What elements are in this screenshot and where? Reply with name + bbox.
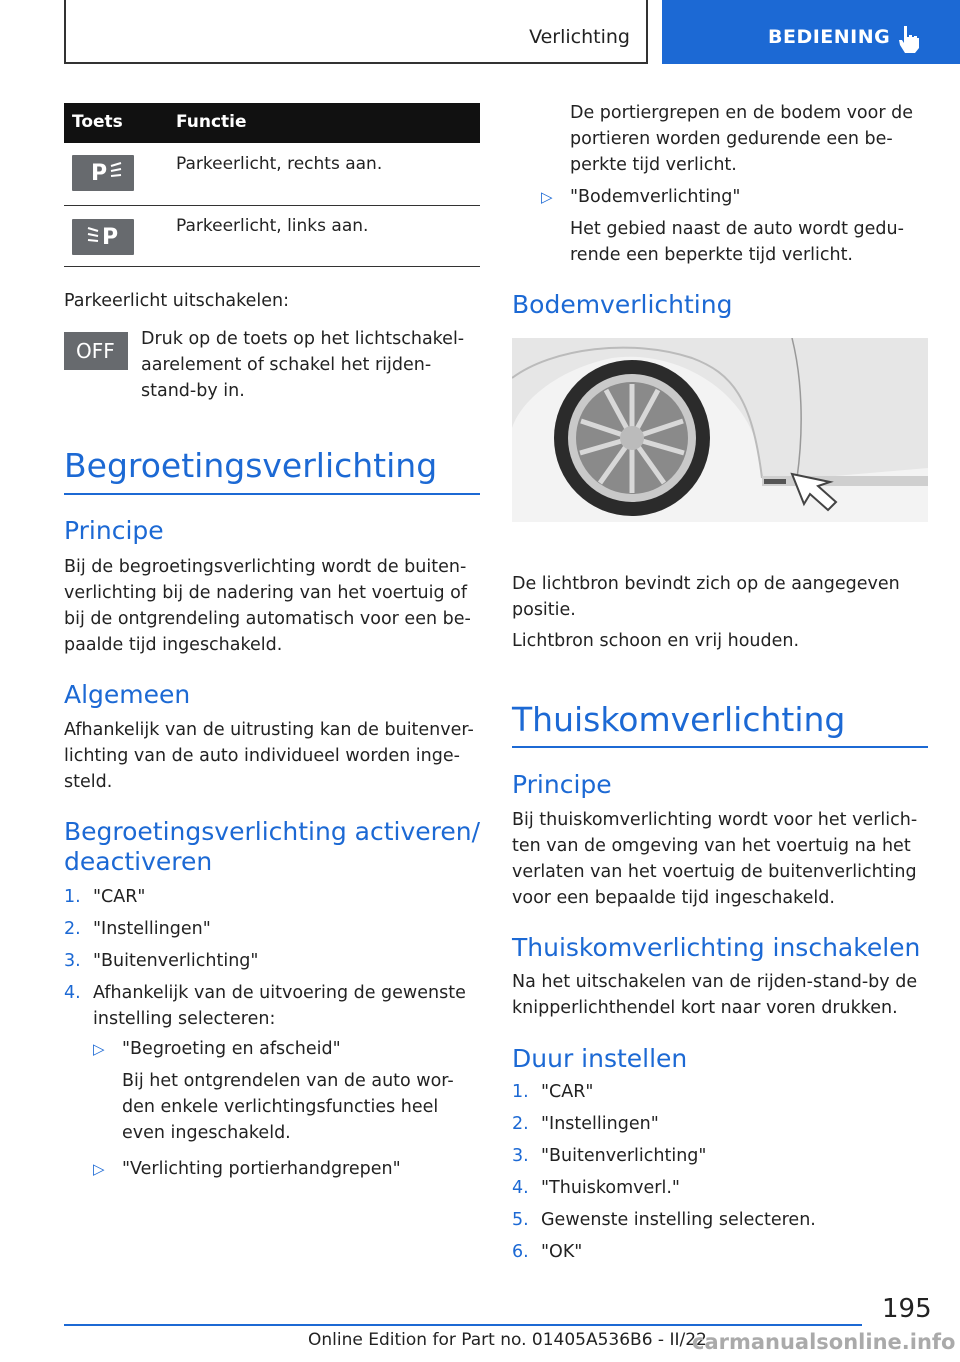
subsection-title-duration: Duur instellen [512,1044,688,1073]
footer-rule [64,1324,862,1326]
home-on-text: Na het uitschakelen van de rijden-stand-by de knipperlichthendel kort naar voren drukken. [512,972,918,1018]
section-rule [64,493,480,495]
duration-steps-list [512,1079,932,1271]
subsection-title-algemeen: Algemeen [64,680,191,709]
footer-edition: Online Edition for Part no. 01405A536B6 - II/22 [308,1330,707,1350]
list-item: 1. "CAR" [512,1082,594,1102]
table-header [64,103,480,143]
triangle-bullet-icon: ▷ [93,1040,105,1058]
subsection-title-activate: Begroetingsverlichting activeren/ deactiveren [64,817,481,876]
list-item: ▷ "Bodemverlichting" [541,187,741,207]
hand-pointer-icon [896,24,922,54]
bullet-description: Bij het ontgrendelen van de auto wor- den enkele verlichtingsfuncties heel even ingeschakeld. [122,1071,454,1143]
subsection-title-home-principe: Principe [512,770,612,799]
off-button-icon: OFF [64,332,128,370]
page-number: 195 [882,1294,932,1324]
table-header-key: Toets [72,112,123,132]
watermark: carmanualsonline.info [692,1330,956,1354]
floor-bullet [541,184,941,268]
parking-light-left-icon: P [72,219,134,255]
list-item: 1. "CAR" [64,887,146,907]
section-rule [512,746,928,748]
table-row [64,143,480,206]
section-title-welcome: Begroetingsverlichting [64,446,438,485]
floor-text-2: Lichtbron schoon en vrij houden. [512,631,800,651]
list-item: 5. Gewenste instelling selecteren. [512,1210,816,1230]
list-item: 4. Afhankelijk van de uitvoering de gewenste instelling selecteren: [64,983,466,1029]
section-title-home: Thuiskomverlichting [512,700,846,739]
floor-text: De lichtbron bevindt zich op de aangegeven positie. [512,574,900,620]
list-item: 6. "OK" [512,1242,583,1262]
list-item: ▷ "Begroeting en afscheid" [93,1039,341,1059]
list-item: 3. "Buitenverlichting" [64,951,259,971]
activate-steps-list [64,884,484,1038]
table-header-function: Functie [176,112,247,132]
header-frame [64,0,648,64]
key-function-table [64,103,480,267]
bullet-description: Het gebied naast de auto wordt gedu- rende een beperkte tijd verlicht. [570,219,904,265]
list-item: 4. "Thuiskomverl." [512,1178,680,1198]
header-chapter-label: BEDIENING [768,26,891,48]
parking-off-intro: Parkeerlicht uitschakelen: [64,291,290,311]
subsection-title-home-on: Thuiskomverlichting inschakelen [512,933,921,962]
activate-bullets [93,1036,483,1188]
list-item: 2. "Instellingen" [64,919,211,939]
triangle-bullet-icon: ▷ [93,1160,105,1178]
principe-text: Bij de begroetingsverlichting wordt de buiten- verlichting bij de nadering van het voertuig of bij de ontgrendeling automatisch voor een be- paalde tijd ingeschakeld. [64,557,471,655]
table-cell-function: Parkeerlicht, rechts aan. [176,154,383,174]
table-row [64,206,480,267]
list-item: 3. "Buitenverlichting" [512,1146,707,1166]
parking-off-text: Druk op de toets op het lichtschakel- aarelement of schakel het rijden- stand-by in. [141,329,465,401]
triangle-bullet-icon: ▷ [541,188,553,206]
list-item: 2. "Instellingen" [512,1114,659,1134]
parking-light-right-icon: P [72,155,134,191]
list-item: ▷ "Verlichting portierhandgrepen" [93,1159,401,1179]
home-principe-text: Bij thuiskomverlichting wordt voor het verlich- ten van de omgeving van het voertuig na het verlaten van het voertuig de buitenverlichting voor een bepaalde tijd ingeschakeld. [512,810,918,908]
table-cell-function: Parkeerlicht, links aan. [176,216,369,236]
portier-continued-text: De portiergrepen en de bodem voor de portieren worden gedurende een be- perkte tijd verlicht. [570,103,913,175]
subsection-title-principe: Principe [64,516,164,545]
car-wheel-illustration [512,338,928,522]
header-section-title: Verlichting [529,26,630,48]
algemeen-text: Afhankelijk van de uitrusting kan de buitenver- lichting van de auto individueel worden inge- steld. [64,720,474,792]
section-title-floor: Bodemverlichting [512,290,733,319]
header-chapter-tab [662,0,960,64]
